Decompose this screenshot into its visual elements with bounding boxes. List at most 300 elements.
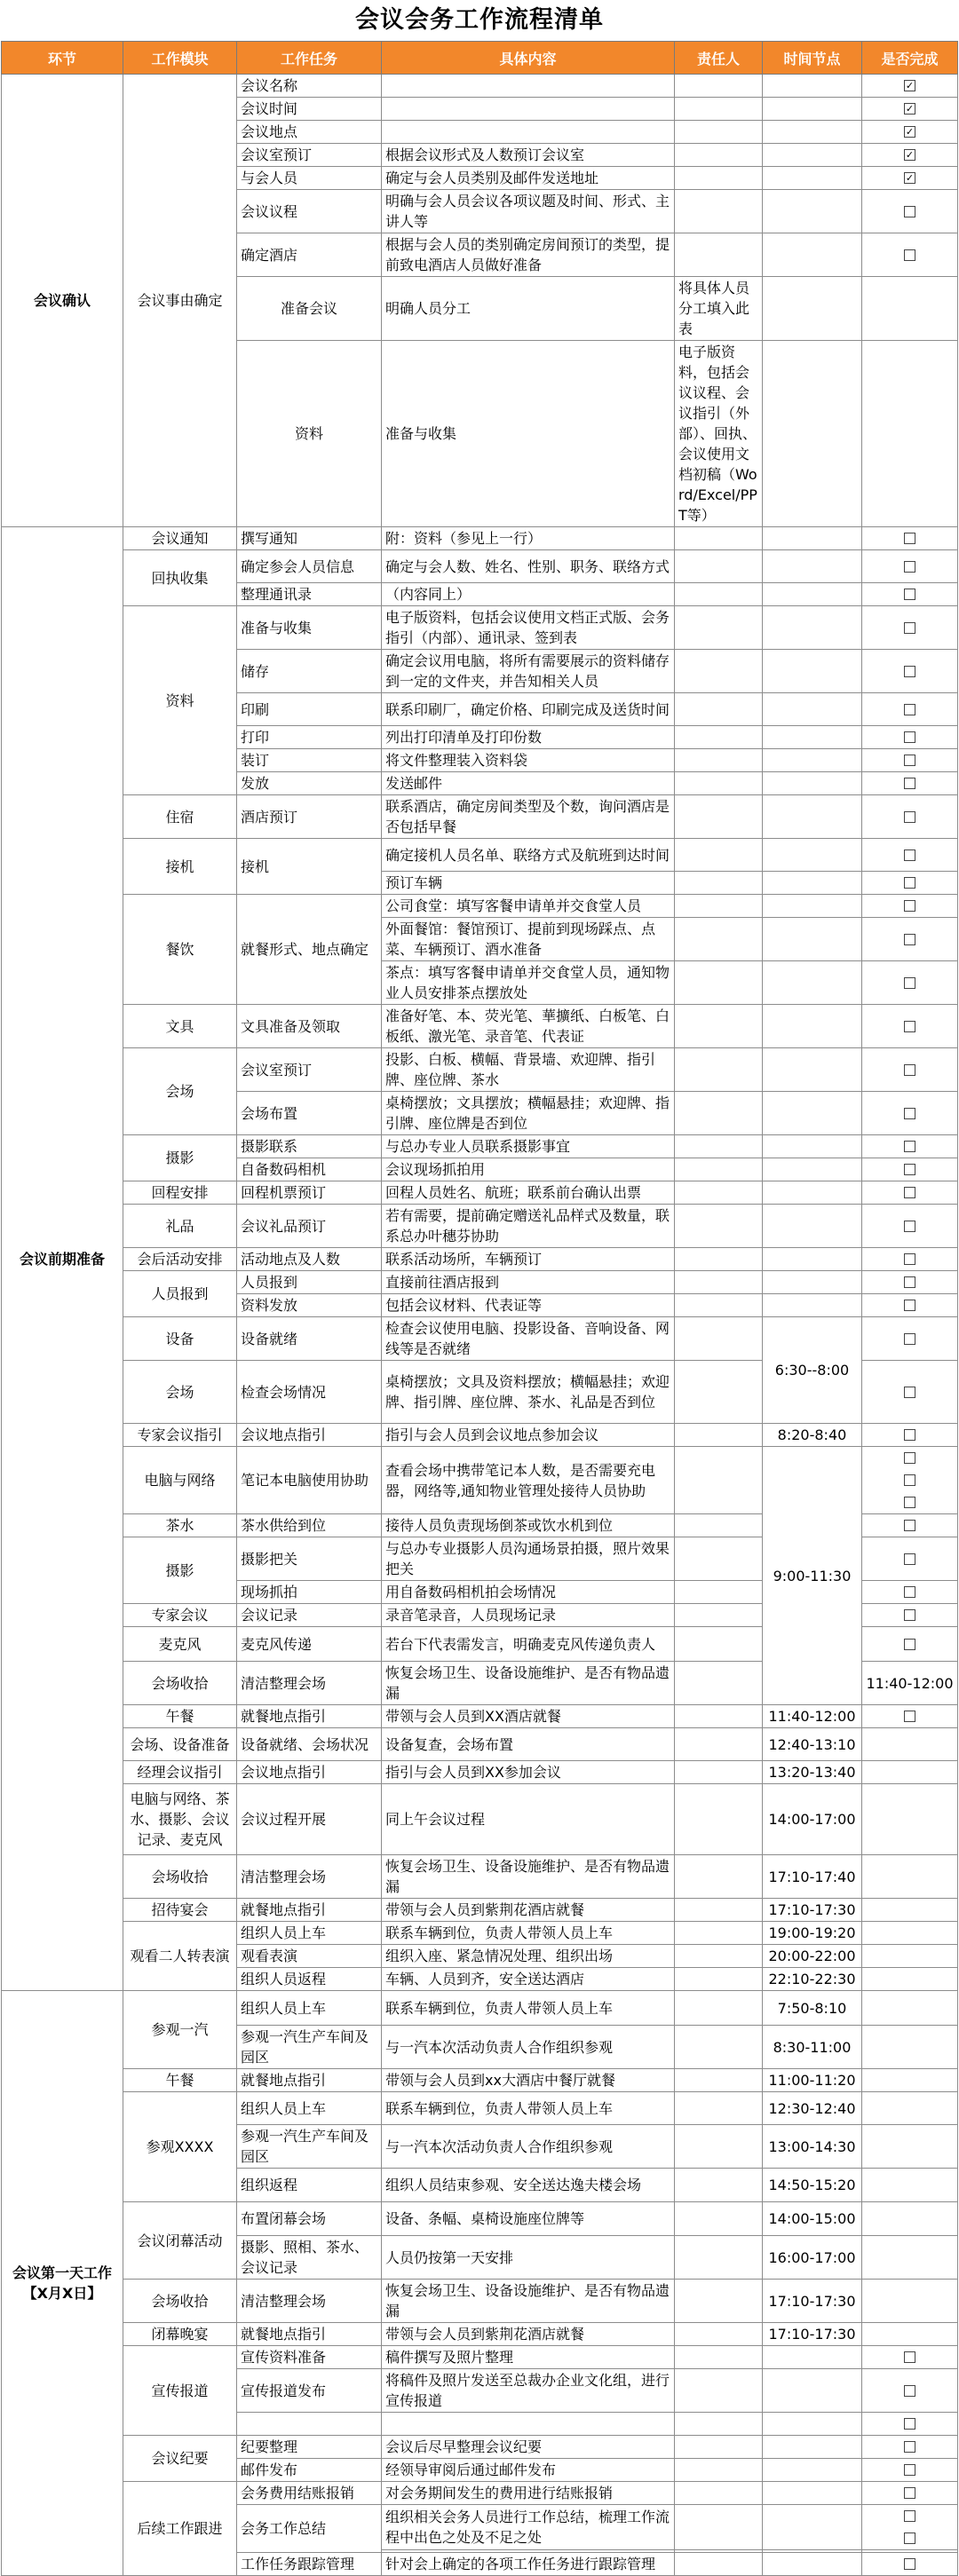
time-cell	[763, 1248, 862, 1271]
owner-cell	[675, 2069, 763, 2092]
owner-cell	[675, 2369, 763, 2413]
done-cell	[862, 2553, 958, 2576]
done-cell	[862, 121, 958, 144]
time-cell	[763, 167, 862, 190]
content-cell: 设备、条幅、桌椅设施座位牌等	[382, 2202, 675, 2236]
owner-cell	[675, 772, 763, 795]
content-cell: 包括会议材料、代表证等	[382, 1294, 675, 1317]
owner-cell	[675, 2202, 763, 2236]
content-cell: 会议后尽早整理会议纪要	[382, 2436, 675, 2459]
time-cell	[763, 749, 862, 772]
time-cell	[763, 2346, 862, 2369]
checkbox[interactable]	[904, 2418, 915, 2430]
task-cell: 就餐地点指引	[237, 2323, 382, 2346]
task-cell: 设备就绪、会场状况	[237, 1728, 382, 1761]
table-row	[2, 839, 958, 872]
content-cell: 电子版资料，包括会议使用文档正式版、会务指引（内部）、通讯录、签到表	[382, 606, 675, 650]
task-cell: 确定参会人员信息	[237, 550, 382, 583]
owner-cell	[675, 1705, 763, 1728]
module-cell: 摄影	[123, 1537, 237, 1604]
content-cell: 针对会上确定的各项工作任务进行跟踪管理	[382, 2553, 675, 2576]
task-cell: 活动地点及人数	[237, 1248, 382, 1271]
checkbox[interactable]	[904, 589, 915, 600]
table-row	[2, 1271, 958, 1294]
checkbox[interactable]	[904, 2510, 915, 2522]
checkbox[interactable]	[904, 1553, 915, 1565]
table-row	[2, 1705, 958, 1728]
time-cell	[763, 550, 862, 583]
checkbox[interactable]	[904, 1187, 915, 1198]
checkbox[interactable]: ✓	[905, 172, 915, 184]
checkbox[interactable]	[904, 1474, 915, 1486]
task-cell	[237, 2413, 382, 2436]
done-cell	[862, 650, 958, 693]
owner-cell	[675, 1537, 763, 1581]
table-row	[2, 1922, 958, 1945]
table-row	[2, 1447, 958, 1514]
content-cell: 公司食堂：填写客餐申请单并交食堂人员	[382, 895, 675, 918]
time-cell	[763, 2369, 862, 2413]
task-cell: 会议时间	[237, 98, 382, 121]
checkbox[interactable]	[904, 977, 915, 989]
checkbox[interactable]	[904, 533, 915, 544]
table-row	[2, 2482, 958, 2505]
task-cell: 麦克风传递	[237, 1627, 382, 1662]
checkbox[interactable]	[904, 2351, 915, 2363]
task-cell: 摄影把关	[237, 1537, 382, 1581]
owner-cell	[675, 2280, 763, 2323]
content-cell: 对会务期间发生的费用进行结账报销	[382, 2482, 675, 2505]
content-cell: 带领与会人员到xx大酒店中餐厅就餐	[382, 2069, 675, 2092]
checkbox[interactable]	[904, 900, 915, 912]
task-cell: 会议议程	[237, 190, 382, 233]
time-cell: 20:00-22:00	[763, 1945, 862, 1968]
content-cell: 组织入座、紧急情况处理、组织出场	[382, 1945, 675, 1968]
header-owner: 责任人	[675, 42, 763, 75]
module-cell: 午餐	[123, 1705, 237, 1728]
time-cell	[763, 961, 862, 1005]
owner-cell	[675, 2505, 763, 2550]
table-row	[2, 2202, 958, 2236]
checkbox[interactable]	[904, 1300, 915, 1311]
content-cell: 与总办专业摄影人员沟通场景拍摄，照片效果把关	[382, 1537, 675, 1581]
owner-cell	[675, 583, 763, 606]
content-cell: 车辆、人员到齐，安全送达酒店	[382, 1968, 675, 1991]
task-cell: 装订	[237, 749, 382, 772]
time-cell	[763, 121, 862, 144]
task-cell: 资料发放	[237, 1294, 382, 1317]
owner-cell	[675, 1604, 763, 1627]
checkbox[interactable]	[904, 934, 915, 945]
checkbox[interactable]: ✓	[905, 103, 915, 115]
task-cell: 发放	[237, 772, 382, 795]
content-cell: （内容同上）	[382, 583, 675, 606]
time-cell	[763, 895, 862, 918]
checkbox[interactable]	[904, 1520, 915, 1531]
module-cell: 文具	[123, 1005, 237, 1048]
content-cell: 投影、白板、横幅、背景墙、欢迎牌、指引牌、座位牌、茶水	[382, 1048, 675, 1092]
task-cell: 会务费用结账报销	[237, 2482, 382, 2505]
task-cell: 摄影联系	[237, 1135, 382, 1158]
time-cell	[763, 1181, 862, 1205]
content-cell: 预订车辆	[382, 872, 675, 895]
time-cell	[763, 2436, 862, 2459]
checkbox[interactable]	[904, 1141, 915, 1152]
owner-cell	[675, 190, 763, 233]
done-cell	[862, 1922, 958, 1945]
table-row	[2, 606, 958, 650]
done-cell	[862, 1317, 958, 1361]
done-cell	[862, 2505, 958, 2550]
owner-cell	[675, 1899, 763, 1922]
time-cell: 12:30-12:40	[763, 2092, 862, 2125]
owner-cell	[675, 918, 763, 961]
module-cell: 接机	[123, 839, 237, 895]
time-cell	[763, 233, 862, 277]
table-row	[2, 1248, 958, 1271]
content-cell: 联系车辆到位，负责人带领人员上车	[382, 2092, 675, 2125]
module-cell: 参观一汽	[123, 1991, 237, 2069]
content-cell: 联系车辆到位，负责人带领人员上车	[382, 1922, 675, 1945]
module-cell: 准备会议	[237, 277, 382, 341]
done-cell	[862, 749, 958, 772]
table-row	[2, 1784, 958, 1855]
checkbox[interactable]	[904, 2487, 915, 2499]
header-time: 时间节点	[763, 42, 862, 75]
table-row	[2, 2323, 958, 2346]
checkbox[interactable]	[904, 2441, 915, 2453]
task-cell: 会议过程开展	[237, 1784, 382, 1855]
task-cell: 打印	[237, 726, 382, 749]
checkbox[interactable]	[904, 2558, 915, 2570]
owner-cell	[675, 726, 763, 749]
table-row	[2, 1728, 958, 1761]
task-cell: 回程机票预订	[237, 1181, 382, 1205]
content-cell: 与总办专业人员联系摄影事宜	[382, 1135, 675, 1158]
table-body	[2, 75, 958, 2576]
content-cell: 与一汽本次活动负责人合作组织参观	[382, 2125, 675, 2169]
time-cell	[763, 795, 862, 839]
done-cell	[862, 2369, 958, 2413]
checkbox[interactable]	[904, 1452, 915, 1464]
checkbox[interactable]	[904, 755, 915, 766]
time-cell	[763, 2553, 862, 2576]
done-cell	[862, 550, 958, 583]
checkbox[interactable]	[904, 1021, 915, 1032]
checkbox[interactable]	[904, 731, 915, 743]
done-cell	[862, 1005, 958, 1048]
time-cell: 17:10-17:30	[763, 2323, 862, 2346]
checkbox[interactable]	[904, 249, 915, 261]
content-cell: 将稿件及照片发送至总裁办企业文化组，进行宣传报道	[382, 2369, 675, 2413]
owner-cell	[675, 2092, 763, 2125]
done-cell	[862, 2323, 958, 2346]
done-cell	[862, 2069, 958, 2092]
time-cell	[763, 98, 862, 121]
checkbox[interactable]: ✓	[905, 80, 915, 91]
time-cell	[763, 1092, 862, 1135]
owner-cell	[763, 341, 862, 527]
content-cell: 确定与会人数、姓名、性别、职务、联络方式	[382, 550, 675, 583]
done-cell	[862, 1581, 958, 1604]
done-cell	[862, 895, 958, 918]
time-cell	[763, 2505, 862, 2550]
task-cell: 自备数码相机	[237, 1158, 382, 1181]
content-cell: 根据会议形式及人数预订会议室	[382, 144, 675, 167]
done-cell	[862, 1248, 958, 1271]
done-cell	[862, 75, 958, 98]
owner-cell	[675, 2413, 763, 2436]
owner-cell	[675, 527, 763, 550]
checkbox[interactable]	[904, 1064, 915, 1076]
owner-cell	[675, 606, 763, 650]
owner-cell	[675, 1968, 763, 1991]
owner-cell	[675, 1728, 763, 1761]
module-cell: 专家会议	[123, 1604, 237, 1627]
done-cell	[862, 2346, 958, 2369]
task-cell: 会议名称	[237, 75, 382, 98]
time-cell	[763, 527, 862, 550]
module-cell: 会议闭幕活动	[123, 2202, 237, 2280]
time-cell: 17:10-17:40	[763, 1855, 862, 1899]
table-row	[2, 550, 958, 583]
time-cell: 11:40-12:00	[862, 1662, 958, 1705]
module-cell: 午餐	[123, 2069, 237, 2092]
content-cell: 人员仍按第一天安排	[382, 2236, 675, 2280]
table-row	[2, 1205, 958, 1248]
done-cell	[862, 772, 958, 795]
owner-cell	[675, 1158, 763, 1181]
content-cell: 确定与会人员类别及邮件发送地址	[382, 167, 675, 190]
checkbox[interactable]	[904, 849, 915, 861]
content-cell: 用自备数码相机拍会场情况	[382, 1581, 675, 1604]
owner-cell	[675, 693, 763, 726]
content-cell: 经领导审阅后通过邮件发布	[382, 2459, 675, 2482]
checkbox[interactable]	[904, 2533, 915, 2544]
owner-cell	[675, 1945, 763, 1968]
checkbox[interactable]	[904, 1586, 915, 1598]
owner-cell	[675, 2026, 763, 2069]
owner-cell	[675, 1784, 763, 1855]
checkbox[interactable]	[904, 666, 915, 677]
time-cell: 17:10-17:30	[763, 2280, 862, 2323]
time-cell: 14:50-15:20	[763, 2169, 862, 2202]
content-cell: 会议现场抓拍用	[382, 1158, 675, 1181]
task-cell: 会议室预订	[237, 144, 382, 167]
time-cell: 13:20-13:40	[763, 1761, 862, 1784]
content-cell: 外面餐馆：餐馆预订、提前到现场踩点、点菜、车辆预订、酒水准备	[382, 918, 675, 961]
checkbox[interactable]	[904, 206, 915, 217]
owner-cell	[675, 1514, 763, 1537]
done-cell	[862, 2125, 958, 2169]
done-cell	[862, 693, 958, 726]
checkbox[interactable]	[904, 1333, 915, 1345]
module-cell: 会后活动安排	[123, 1248, 237, 1271]
done-cell	[862, 961, 958, 1005]
checkbox[interactable]	[904, 2464, 915, 2476]
time-cell: 7:50-8:10	[763, 1991, 862, 2026]
owner-cell	[675, 75, 763, 98]
checkbox[interactable]: ✓	[905, 149, 915, 161]
done-cell	[862, 2413, 958, 2436]
content-cell: 桌椅摆放；文具及资料摆放；横幅悬挂；欢迎牌、指引牌、座位牌、茶水、礼品是否到位	[382, 1361, 675, 1424]
table-row	[2, 1991, 958, 2026]
checkbox[interactable]	[904, 1497, 915, 1508]
checkbox[interactable]	[904, 1164, 915, 1175]
module-cell: 闭幕晚宴	[123, 2323, 237, 2346]
content-cell: 联系印刷厂，确定价格、印刷完成及送货时间	[382, 693, 675, 726]
checkbox[interactable]	[904, 1276, 915, 1288]
done-cell	[862, 1447, 958, 1514]
done-cell	[862, 1361, 958, 1424]
task-cell: 明确人员分工	[382, 277, 675, 341]
header-task: 工作任务	[237, 42, 382, 75]
owner-cell	[675, 2482, 763, 2505]
done-cell	[862, 1991, 958, 2026]
done-cell	[862, 1205, 958, 1248]
checkbox[interactable]	[904, 704, 915, 715]
owner-cell	[675, 98, 763, 121]
table-row	[2, 75, 958, 98]
checkbox[interactable]	[904, 1711, 915, 1722]
time-cell: 6:30--8:00	[763, 1317, 862, 1424]
content-cell: 列出打印清单及打印份数	[382, 726, 675, 749]
content-cell: 回程人员姓名、航班；联系前台确认出票	[382, 1181, 675, 1205]
content-cell: 根据与会人员的类别确定房间预订的类型，提前致电酒店人员做好准备	[382, 233, 675, 277]
time-cell	[763, 1135, 862, 1158]
done-cell	[862, 2459, 958, 2482]
content-cell: 同上午会议过程	[382, 1784, 675, 1855]
done-cell	[862, 2202, 958, 2236]
task-cell: 设备就绪	[237, 1317, 382, 1361]
task-cell: 会务工作总结	[237, 2505, 382, 2553]
checkbox[interactable]	[904, 561, 915, 573]
module-cell: 会场、设备准备	[123, 1728, 237, 1761]
owner-cell	[675, 872, 763, 895]
content-cell: 确定接机人员名单、联络方式及航班到达时间	[382, 839, 675, 872]
owner-cell	[675, 1181, 763, 1205]
checkbox[interactable]	[904, 811, 915, 823]
table-row	[2, 1005, 958, 1048]
checkbox[interactable]	[904, 1108, 915, 1119]
owner-cell	[675, 1991, 763, 2026]
owner-cell	[675, 167, 763, 190]
task-cell: 会议记录	[237, 1604, 382, 1627]
task-cell: 宣传报道发布	[237, 2369, 382, 2413]
content-cell: 指引与会人员到会议地点参加会议	[382, 1424, 675, 1447]
time-cell	[763, 144, 862, 167]
owner-cell	[675, 1048, 763, 1092]
done-cell	[862, 1514, 958, 1537]
done-cell	[862, 1899, 958, 1922]
done-cell	[862, 2236, 958, 2280]
done-cell	[862, 2436, 958, 2459]
checkbox[interactable]	[904, 877, 915, 889]
done-cell	[862, 1855, 958, 1899]
module-cell: 经理会议指引	[123, 1761, 237, 1784]
content-cell: 带领与会人员到紫荆花酒店就餐	[382, 1899, 675, 1922]
checkbox[interactable]	[904, 1609, 915, 1621]
time-cell: 13:00-14:30	[763, 2125, 862, 2169]
content-cell	[382, 98, 675, 121]
header-module: 工作模块	[123, 42, 237, 75]
table-row	[2, 1424, 958, 1447]
checkbox[interactable]	[904, 778, 915, 789]
time-cell	[763, 583, 862, 606]
time-cell: 11:40-12:00	[763, 1705, 862, 1728]
task-cell: 会议礼品预订	[237, 1205, 382, 1248]
owner-cell	[675, 1135, 763, 1158]
time-cell	[763, 1294, 862, 1317]
task-cell: 会议地点指引	[237, 1761, 382, 1784]
owner-cell	[675, 1662, 763, 1705]
done-cell	[862, 1604, 958, 1627]
task-cell: 就餐地点指引	[237, 1899, 382, 1922]
checkbox[interactable]	[904, 1221, 915, 1232]
owner-cell	[675, 839, 763, 872]
content-cell: 查看会场中携带笔记本人数，是否需要充电器，网络等,通知物业管理处接待人员协助	[382, 1447, 675, 1514]
module-cell: 人员报到	[123, 1271, 237, 1317]
done-cell	[862, 167, 958, 190]
content-cell: 组织相关会务人员进行工作总结，梳理工作流程中出色之处及不足之处	[382, 2505, 675, 2550]
content-cell: 若台下代表需发言，明确麦克风传递负责人	[382, 1627, 675, 1662]
checkbox[interactable]	[904, 1253, 915, 1265]
time-cell	[862, 341, 958, 527]
checkbox[interactable]	[904, 622, 915, 634]
task-cell: 布置闭幕会场	[237, 2202, 382, 2236]
owner-cell	[675, 233, 763, 277]
owner-cell	[675, 650, 763, 693]
module-cell: 电脑与网络、茶水、摄影、会议记录、麦克风	[123, 1784, 237, 1855]
owner-cell	[675, 2169, 763, 2202]
content-cell: 桌椅摆放；文具摆放；横幅悬挂；欢迎牌、指引牌、座位牌是否到位	[382, 1092, 675, 1135]
owner-cell	[675, 1447, 763, 1514]
content-cell: 检查会议使用电脑、投影设备、音响设备、网线等是否就绪	[382, 1317, 675, 1361]
task-cell: 现场抓拍	[237, 1581, 382, 1604]
done-cell	[862, 839, 958, 872]
checkbox[interactable]	[904, 1429, 915, 1441]
module-cell: 参观XXXX	[123, 2092, 237, 2202]
owner-cell	[675, 1205, 763, 1248]
done-cell	[862, 726, 958, 749]
task-cell: 茶水供给到位	[237, 1514, 382, 1537]
module-cell: 专家会议指引	[123, 1424, 237, 1447]
owner-cell	[675, 749, 763, 772]
owner-cell	[675, 2459, 763, 2482]
content-cell	[382, 121, 675, 144]
done-cell	[862, 1627, 958, 1662]
content-cell: 设备复查，会场布置	[382, 1728, 675, 1761]
done-cell	[862, 1705, 958, 1728]
checkbox[interactable]	[904, 1387, 915, 1398]
header-content: 具体内容	[382, 42, 675, 75]
done-cell	[862, 2092, 958, 2125]
content-cell: 联系车辆到位，负责人带领人员上车	[382, 1991, 675, 2026]
task-cell: 就餐形式、地点确定	[237, 895, 382, 1005]
done-cell	[862, 190, 958, 233]
checkbox[interactable]	[904, 1639, 915, 1650]
content-cell: 联系酒店，确定房间类型及个数，询问酒店是否包括早餐	[382, 795, 675, 839]
module-cell: 回执收集	[123, 550, 237, 606]
content-cell: 将文件整理装入资料袋	[382, 749, 675, 772]
time-cell	[763, 726, 862, 749]
table-row	[2, 2092, 958, 2125]
module-cell: 资料	[123, 606, 237, 795]
checkbox[interactable]: ✓	[905, 126, 915, 138]
owner-cell	[675, 1271, 763, 1294]
content-cell: 电子版资料，包括会议议程、会议指引（外部）、回执、会议使用文档初稿（Word/Excel/PPT等）	[675, 341, 763, 527]
checkbox[interactable]	[904, 2385, 915, 2397]
